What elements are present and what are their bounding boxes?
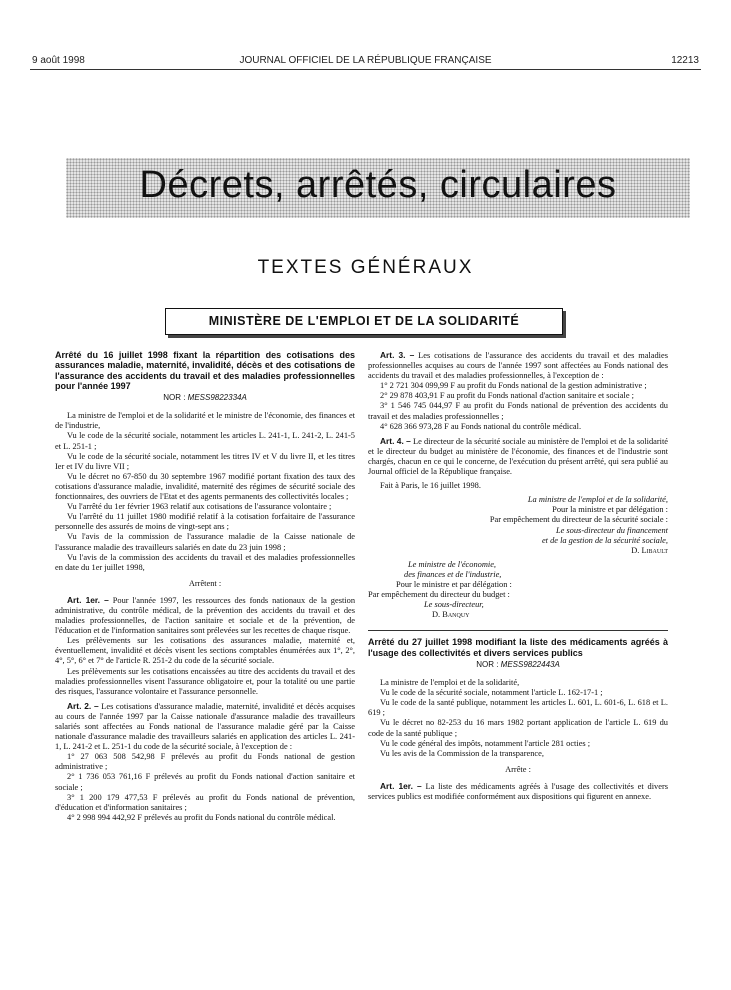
article-text: Le directeur de la sécurité sociale au ministère de l'emploi et de la solidarité et le directeur du budget au ministère de l'économie, des finances et de l'industrie sont chargés, chacun en ce qui le concerne, de l'exécution du présent arrêté, qui sera publié au Journal officiel de la République française. (368, 436, 669, 477)
section-title: TEXTES GÉNÉRAUX (257, 257, 474, 278)
signature-line: Le sous-directeur du financement (555, 525, 668, 535)
list-item: 3° 1 546 745 044,97 F au profit du Fonds national de prévention des accidents du travail et des maladies professionnelles ; (368, 401, 668, 421)
page-number: 12213 (671, 55, 699, 66)
signature-line: Par empêchement du directeur de la sécurité sociale : (489, 515, 668, 525)
journal-name: JOURNAL OFFICIEL DE LA RÉPUBLIQUE FRANÇAISE (239, 55, 492, 66)
banner-title: Décrets, arrêtés, circulaires (139, 164, 617, 206)
arretent: Arrêtent : (188, 578, 222, 588)
article-text: Les cotisations de l'assurance des accidents du travail et des maladies professionnelles acquises au cours de l'année 1997 sont affectées au Fonds national des accidents du travail et des maladies professionnelles, à l'exception de : (368, 351, 668, 381)
list-item: 2° 29 878 403,91 F au profit du Fonds national d'action sanitaire et sociale ; (380, 391, 634, 401)
article-text: Pour l'année 1997, les ressources des fonds nationaux de la gestion administrative, du contrôle médical, de la prévention des accidents du travail et des maladies professionnelles, de l'action sanitaire et sociale et de la prévention, de l'éducation et de l'information sanitaires sont prélevées sur les recettes de chaque risque. (55, 595, 356, 636)
article-3 (368, 350, 668, 381)
paragraph: Les prélèvements sur les cotisations des assurances maladie, maternité et, éventuellement, invalidité et décès visent les sections comptables énumérées aux 1°, 2°, 4°, 5°, 6° et 7° de l'article R. 251-2 du code de la sécurité sociale. (55, 636, 355, 666)
signature-line: Pour la ministre et par délégation : (552, 505, 668, 515)
signature-line: des finances et de l'industrie, (404, 569, 502, 579)
signature-line: Pour le ministre et par délégation : (396, 579, 512, 589)
list-item: 4° 628 366 973,28 F au Fonds national du contrôle médical. (380, 421, 582, 431)
issue-date: 9 août 1998 (32, 55, 85, 66)
article-text: Les cotisations d'assurance maladie, maternité, invalidité et décès acquises au cours de l'année 1997 par la Caisse nationale d'assurance maladie des travailleurs salariés sont affectées au Fonds national de l'assurance maladie géré par la Caisse nationale d'assurance maladie des travailleurs salariés en application des articles L. 241-1, L. 241-2 et L. 251-1 du code de la sécurité sociale, à l'exception de : (55, 701, 355, 752)
signature-line: Par empêchement du directeur du budget : (368, 590, 510, 600)
paragraph: Vu l'avis de la commission de l'assurance maladie de la Caisse nationale de l'assurance maladie des travailleurs salariés en date du 23 juin 1998 ; (55, 532, 355, 552)
nor-code: MESS9822443A (500, 659, 560, 669)
signatory-name: D. Banquy (432, 610, 470, 620)
decree-title: Arrêté du 16 juillet 1998 fixant la répartition des cotisations des assurances maladie, maternité, invalidité, décès et des cotisations de l'assurance des accidents du travail et des maladies professionnelles pour l'année 1997 (55, 350, 355, 391)
paragraph: Vu le code de la sécurité sociale, notamment les titres IV et V du livre II, et les titres Ier et IV du livre VII ; (55, 451, 355, 471)
article-text: La liste des médicaments agréés à l'usage des collectivités et divers services publics est modifiée conformément aux dispositions qui figurent en annexe. (368, 781, 668, 801)
paragraph: Vu l'arrêté du 1er février 1963 relatif aux cotisations de l'assurance volontaire ; (67, 502, 332, 512)
signature-line: La ministre de l'emploi et de la solidarité, (527, 495, 668, 505)
place-date: Fait à Paris, le 16 juillet 1998. (380, 481, 481, 491)
arrete: Arrête : (505, 764, 531, 774)
paragraph: Vu le code général des impôts, notamment l'article 281 octies ; (380, 738, 591, 748)
paragraph: Vu les avis de la Commission de la transparence, (380, 748, 544, 758)
list-item: 1° 27 063 508 542,98 F prélevés au profit du Fonds national de gestion administrative ; (55, 752, 355, 772)
article-2 (55, 701, 355, 752)
nor-label: NOR : (163, 393, 186, 403)
list-item: 1° 2 721 304 099,99 F au profit du Fonds national de la gestion administrative ; (380, 381, 647, 391)
paragraph: Vu le code de la sécurité sociale, notamment l'article L. 162-17-1 ; (380, 688, 603, 698)
paragraph: Vu l'avis de la commission des accidents du travail et des maladies professionnelles en date du 1er juillet 1998, (55, 552, 355, 572)
list-item: 3° 1 200 179 477,53 F prélevés au profit du Fonds national de prévention, d'éducation et d'information sanitaires ; (55, 792, 355, 812)
paragraph: Vu le code de la santé publique, notamment les articles L. 601, L. 601-6, L. 618 et L. 619 ; (368, 698, 668, 718)
signature-line: et de la gestion de la sécurité sociale, (541, 535, 668, 545)
nor-label: NOR : (476, 659, 499, 669)
article-1 (368, 781, 668, 802)
nor-line (55, 393, 355, 403)
article-1 (55, 595, 355, 636)
article-label: Art. 1er. – (67, 594, 109, 605)
paragraph: La ministre de l'emploi et de la solidarité, (380, 678, 520, 688)
signature-line: Le ministre de l'économie, (408, 559, 497, 569)
right-column (368, 350, 668, 802)
article-label: Art. 4. – (380, 435, 411, 446)
article-label: Art. 1er. – (380, 780, 422, 791)
paragraph: Vu l'arrêté du 11 juillet 1980 modifié relatif à la cotisation forfaitaire de l'assurance personnelle des assurés de moins de vingt-sept ans ; (55, 512, 355, 532)
article-separator (368, 630, 668, 631)
nor-line (368, 660, 668, 670)
nor-code: MESS9822334A (187, 393, 247, 403)
paragraph: Vu le décret no 82-253 du 16 mars 1982 portant application de l'article L. 619 du code de la santé publique ; (368, 718, 668, 738)
header-rule (30, 69, 701, 70)
left-column (55, 350, 355, 823)
paragraph: Les prélèvements sur les cotisations encaissées au titre des accidents du travail et des maladies professionnelles visent l'assurance obligatoire et, pour la totalité ou une partie des risques, l'assurance volontaire et l'assurance personnelle. (55, 666, 355, 696)
list-item: 4° 2 998 994 442,92 F prélevés au profit du Fonds national du contrôle médical. (67, 812, 336, 822)
paragraph: Vu le code de la sécurité sociale, notamment les articles L. 241-1, L. 241-2, L. 241-5 et L. 251-1 ; (55, 431, 355, 451)
article-label: Art. 3. – (380, 350, 415, 360)
paragraph: La ministre de l'emploi et de la solidarité et le ministre de l'économie, des finances et de l'industrie, (55, 411, 355, 431)
ministry-box: MINISTÈRE DE L'EMPLOI ET DE LA SOLIDARITÉ (165, 308, 563, 335)
article-4 (368, 436, 668, 477)
article-label: Art. 2. – (67, 700, 99, 711)
decree-title: Arrêté du 27 juillet 1998 modifiant la liste des médicaments agréés à l'usage des collectivités et divers services publics (368, 637, 668, 658)
list-item: 2° 1 736 053 761,16 F prélevés au profit du Fonds national d'action sanitaire et sociale ; (55, 772, 355, 792)
signatory-name: D. Libault (631, 545, 668, 555)
paragraph: Vu le décret no 67-850 du 30 septembre 1967 modifié portant fixation des taux des cotisations d'assurance maladie, invalidité, maternité des régimes de sécurité sociale des fonctionnaires, des ouvriers de l'Etat et des agents permanents des collectivités locales ; (55, 471, 355, 502)
signature-line: Le sous-directeur, (424, 600, 484, 610)
